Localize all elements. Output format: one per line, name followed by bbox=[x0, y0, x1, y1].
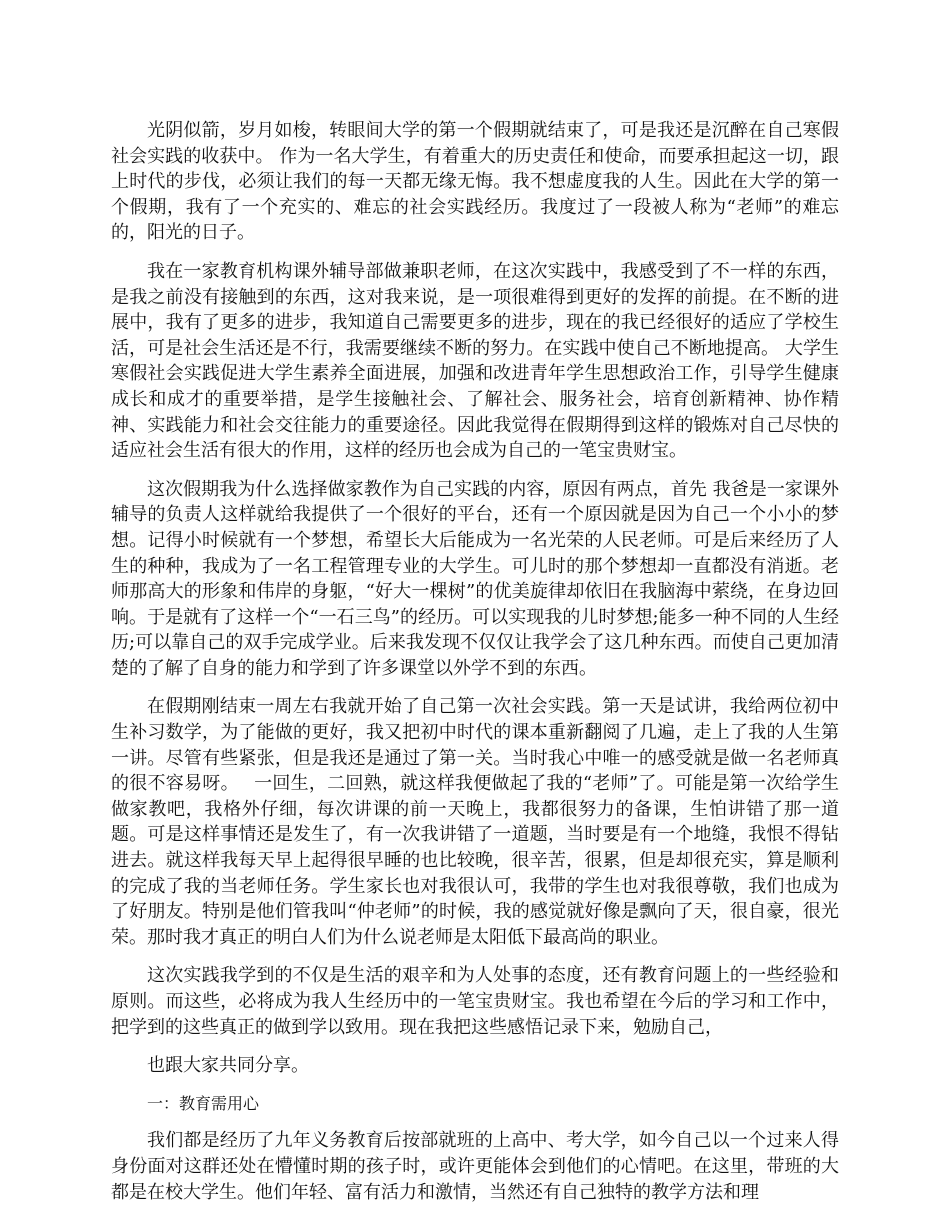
paragraph-1: 光阴似箭，岁月如梭，转眼间大学的第一个假期就结束了，可是我还是沉醉在自己寒假社会实践的收获中。 作为一名大学生，有着重大的历史责任和使命，而要承担起这一切，跟上时代的步伐，必须让我们的每一天都无缘无悔。我不想虚度我的人生。因此在大学的第一个假期，我有了一个充实的、难忘的社会实践经历。我度过了一段被人称为“老师”的难忘的，阳光的日子。 bbox=[111, 120, 839, 244]
section-heading: 一：教育需用心 bbox=[147, 1093, 260, 1113]
paragraph-5: 这次实践我学到的不仅是生活的艰辛和为人处事的态度，还有教育问题上的一些经验和原则。而这些，必将成为我人生经历中的一笔宝贵财宝。我也希望在今后的学习和工作中，把学到的这些真正的做到学以致用。现在我把这些感悟记录下来，勉励自己， bbox=[111, 965, 839, 1038]
paragraph-4: 在假期刚结束一周左右我就开始了自己第一次社会实践。第一天是试讲，我给两位初中生补习数学，为了能做的更好，我又把初中时代的课本重新翻阅了几遍，走上了我的人生第一讲。尽管有些紧张，但是我还是通过了第一关。当时我心中唯一的感受就是做一名老师真的很不容易呀。 一回生，二回熟，就这样我便做起了我的“老师”了。可能是第一次给学生做家教吧，我格外仔细，每次讲课的前一天晚上，我都很努力的备课，生怕讲错了那一道题。可是这样事情还是发生了，有一次我讲错了一道题，当时要是有一个地缝，我恨不得钻进去。就这样我每天早上起得很早睡的也比较晚，很辛苦，很累，但是却很充实，算是顺利的完成了我的当老师任务。学生家长也对我很认可，我带的学生也对我很尊敬，我们也成为了好朋友。特别是他们管我叫“仲老师”的时候，我的感觉就好像是飘向了天，很自豪，很光荣。那时我才真正的明白人们为什么说老师是太阳低下最高尚的职业。 bbox=[111, 696, 839, 948]
paragraph-7: 我们都是经历了九年义务教育后按部就班的上高中、考大学，如今自己以一个过来人得身份面对这群还处在懵懂时期的孩子时，或许更能体会到他们的心情吧。在这里，带班的大都是在校大学生。他们年轻、富有活力和激情，当然还有自己独特的教学方法和理 bbox=[111, 1130, 839, 1203]
paragraph-6: 也跟大家共同分享。 bbox=[147, 1055, 309, 1077]
paragraph-3: 这次假期我为什么选择做家教作为自己实践的内容，原因有两点，首先 我爸是一家课外辅导的负责人这样就给我提供了一个很好的平台，还有一个原因就是因为自己一个小小的梦想。记得小时候就有一个梦想，希望长大后能成为一名光荣的人民老师。可是后来经历了人生的种种，我成为了一名工程管理专业的大学生。可儿时的那个梦想却一直都没有消逝。老师那高大的形象和伟岸的身躯，“好大一棵树”的优美旋律却依旧在我脑海中萦绕，在身边回响。于是就有了这样一个“一石三鸟”的经历。可以实现我的儿时梦想;能多一种不同的人生经历;可以靠自己的双手完成学业。后来我发现不仅仅让我学会了这几种东西。而使自己更加清楚的了解了自身的能力和学到了许多课堂以外学不到的东西。 bbox=[111, 478, 839, 679]
document-body bbox=[111, 118, 839, 1205]
paragraph-2: 我在一家教育机构课外辅导部做兼职老师，在这次实践中，我感受到了不一样的东西，是我之前没有接触到的东西，这对我来说，是一项很难得到更好的发挥的前提。在不断的进展中，我有了更多的进步，我知道自己需要更多的进步，现在的我已经很好的适应了学校生活，可是社会生活还是不行，我需要继续不断的努力。在实践中使自己不断地提高。 大学生寒假社会实践促进大学生素养全面进展，加强和改进青年学生思想政治工作，引导学生健康成长和成才的重要举措，是学生接触社会、了解社会、服务社会，培育创新精神、协作精神、实践能力和社会交往能力的重要途径。因此我觉得在假期得到这样的锻炼对自己尽快的适应社会生活有很大的作用，这样的经历也会成为自己的一笔宝贵财宝。 bbox=[111, 260, 839, 462]
